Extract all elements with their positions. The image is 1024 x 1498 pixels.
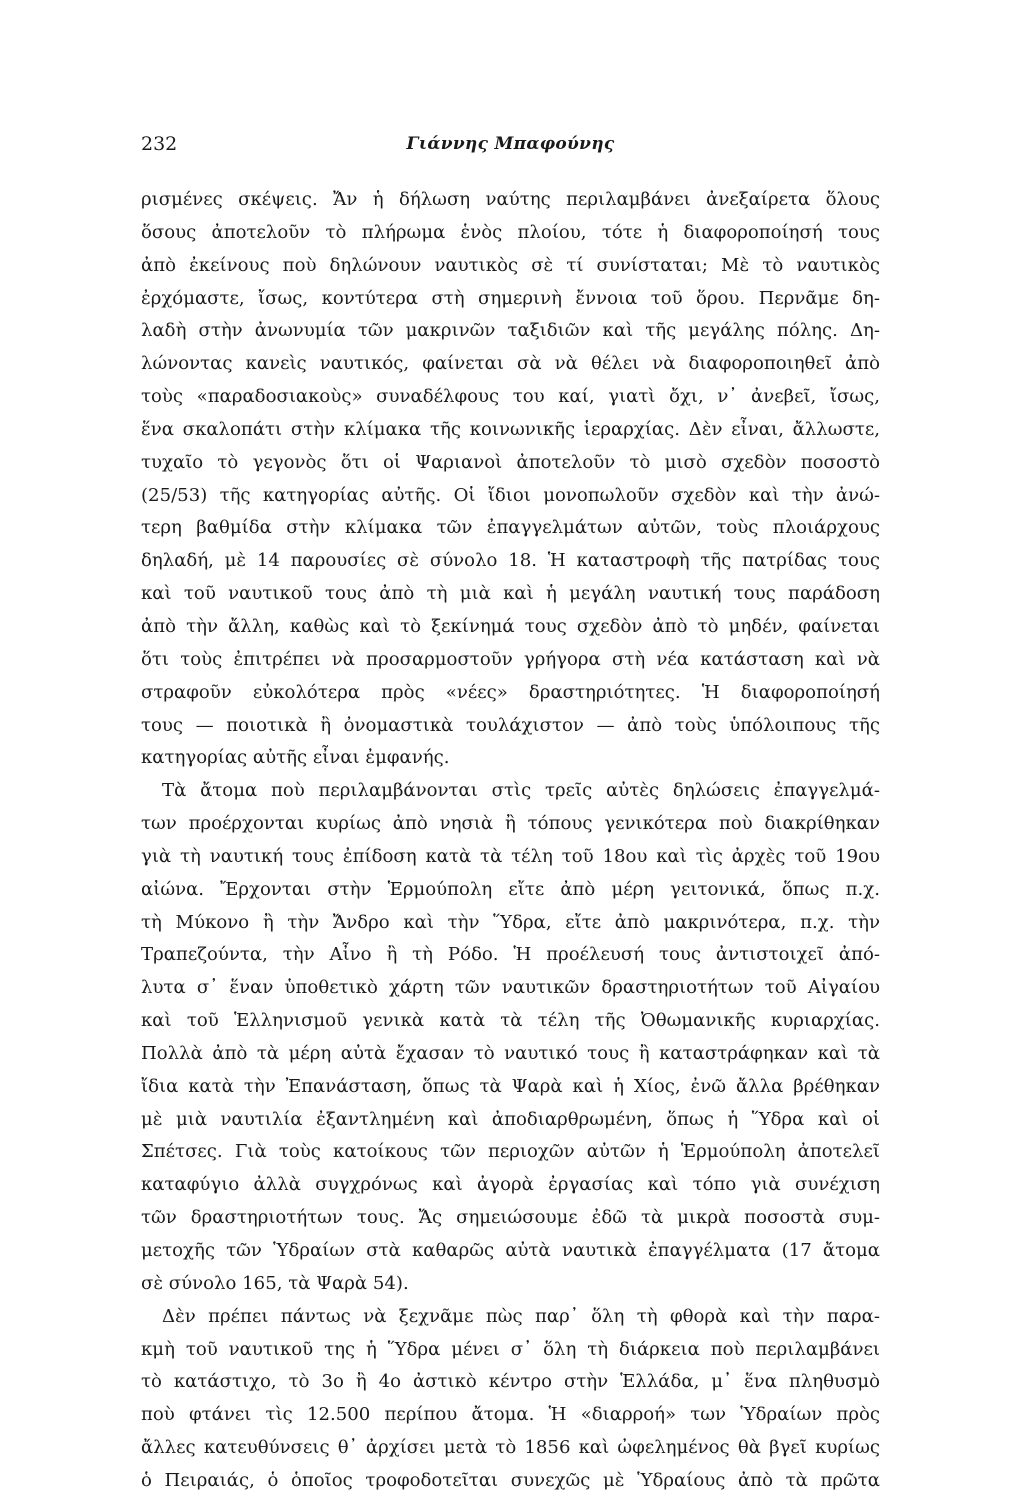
text-line: μὲ μιὰ ναυτιλία ἐξαντλημένη καὶ ἀποδιαρθρωμένη, ὅπως ἡ Ὕδρα καὶ οἱ — [141, 1108, 880, 1130]
text-line: τὴ Μύκονο ἢ τὴν Ἄνδρο καὶ τὴν Ὕδρα, εἴτε ἀπὸ μακρινότερα, π.χ. τὴν — [141, 911, 880, 933]
text-line: λυτα σ᾿ ἕναν ὑποθετικὸ χάρτη τῶν ναυτικῶν δραστηριοτήτων τοῦ Αἰγαίου — [141, 977, 880, 999]
paragraph-last-line: κατηγορίας αὐτῆς εἶναι ἐμφανής. — [141, 747, 450, 769]
text-line: των προέρχονται κυρίως ἀπὸ νησιὰ ἢ τόπους γενικότερα ποὺ διακρίθηκαν — [141, 813, 880, 835]
body-text — [141, 184, 880, 1498]
page-header — [141, 131, 880, 157]
text-line: Σπέτσες. Γιὰ τοὺς κατοίκους τῶν περιοχῶν αὐτῶν ἡ Ἑρμούπολη ἀποτελεῖ — [141, 1141, 880, 1163]
text-line: τοὺς «παραδοσιακοὺς» συναδέλφους του καί, γιατὶ ὄχι, ν᾿ ἀνεβεῖ, ἴσως, — [141, 386, 880, 408]
paragraph-last-line: σὲ σύνολο 165, τὰ Ψαρὰ 54). — [141, 1272, 409, 1294]
text-line: καταφύγιο ἀλλὰ συγχρόνως καὶ ἀγορὰ ἐργασίας καὶ τόπο γιὰ συνέχιση — [141, 1174, 880, 1196]
text-line: γιὰ τὴ ναυτική τους ἐπίδοση κατὰ τὰ τέλη τοῦ 18ου καὶ τὶς ἀρχὲς τοῦ 19ου — [141, 845, 880, 867]
text-line: (25/53) τῆς κατηγορίας αὐτῆς. Οἱ ἴδιοι μονοπωλοῦν σχεδὸν καὶ τὴν ἀνώ- — [141, 484, 880, 506]
text-line: ὅσους ἀποτελοῦν τὸ πλήρωμα ἑνὸς πλοίου, τότε ἡ διαφοροποίησή τους — [141, 221, 880, 243]
text-line: ἴδια κατὰ τὴν Ἐπανάσταση, ὅπως τὰ Ψαρὰ καὶ ἡ Χίος, ἐνῶ ἄλλα βρέθηκαν — [141, 1075, 880, 1097]
text-line: στραφοῦν εὐκολότερα πρὸς «νέες» δραστηριότητες. Ἡ διαφοροποίησή — [141, 681, 880, 703]
text-line: κμὴ τοῦ ναυτικοῦ της ἡ Ὕδρα μένει σ᾿ ὅλη τὴ διάρκεια ποὺ περιλαμβάνει — [141, 1338, 880, 1360]
text-line: μετοχῆς τῶν Ὑδραίων στὰ καθαρῶς αὐτὰ ναυτικὰ ἐπαγγέλματα (17 ἄτομα — [141, 1240, 880, 1261]
text-line: ρισμένες σκέψεις. Ἄν ἡ δήλωση ναύτης περιλαμβάνει ἀνεξαίρετα ὅλους — [141, 189, 880, 210]
text-line: ὁ Πειραιάς, ὁ ὁποῖος τροφοδοτεῖται συνεχῶς μὲ Ὑδραίους ἀπὸ τὰ πρῶτα — [141, 1469, 880, 1491]
text-line: Τραπεζούντα, τὴν Αἶνο ἢ τὴ Ρόδο. Ἡ προέλευσή τους ἀντιστοιχεῖ ἀπό- — [141, 944, 880, 966]
text-line: τους — ποιοτικὰ ἢ ὀνομαστικὰ τουλάχιστον — ἀπὸ τοὺς ὑπόλοιπους τῆς — [141, 714, 880, 736]
text-line: τῶν δραστηριοτήτων τους. Ἄς σημειώσουμε ἐδῶ τὰ μικρὰ ποσοστὰ συμ- — [141, 1207, 880, 1229]
text-line: λαδὴ στὴν ἀνωνυμία τῶν μακρινῶν ταξιδιῶν καὶ τῆς μεγάλης πόλης. Δη- — [141, 320, 880, 342]
paragraph-first-line: Τὰ ἄτομα ποὺ περιλαμβάνονται στὶς τρεῖς αὐτὲς δηλώσεις ἐπαγγελμά- — [162, 780, 880, 802]
text-line: δηλαδή, μὲ 14 παρουσίες σὲ σύνολο 18. Ἡ καταστροφὴ τῆς πατρίδας τους — [141, 550, 880, 572]
text-line: ποὺ φτάνει τὶς 12.500 περίπου ἄτομα. Ἡ «διαρροή» των Ὑδραίων πρὸς — [141, 1404, 880, 1426]
text-line: ἕνα σκαλοπάτι στὴν κλίμακα τῆς κοινωνικῆς ἱεραρχίας. Δὲν εἶναι, ἄλλωστε, — [141, 418, 880, 440]
text-line: καὶ τοῦ Ἑλληνισμοῦ γενικὰ κατὰ τὰ τέλη τῆς Ὀθωμανικῆς κυριαρχίας. — [141, 1010, 880, 1032]
text-line: Πολλὰ ἀπὸ τὰ μέρη αὐτὰ ἔχασαν τὸ ναυτικό τους ἢ καταστράφηκαν καὶ τὰ — [141, 1042, 880, 1064]
paragraph-first-line: Δὲν πρέπει πάντως νὰ ξεχνᾶμε πὼς παρ᾿ ὅλη τὴ φθορὰ καὶ τὴν παρα- — [162, 1305, 880, 1327]
text-line: τερη βαθμίδα στὴν κλίμακα τῶν ἐπαγγελμάτων αὐτῶν, τοὺς πλοιάρχους — [141, 517, 880, 539]
text-line: ἄλλες κατευθύνσεις θ᾿ ἀρχίσει μετὰ τὸ 1856 καὶ ὠφελημένος θὰ βγεῖ κυρίως — [141, 1437, 880, 1459]
text-line: ἐρχόμαστε, ἴσως, κοντύτερα στὴ σημερινὴ ἔννοια τοῦ ὅρου. Περνᾶμε δη- — [141, 287, 880, 309]
page-number: 232 — [141, 133, 178, 155]
text-line: λώνοντας κανεὶς ναυτικός, φαίνεται σὰ νὰ θέλει νὰ διαφοροποιηθεῖ ἀπὸ — [141, 353, 880, 375]
text-line: ἀπὸ τὴν ἄλλη, καθὼς καὶ τὸ ξεκίνημά τους σχεδὸν ἀπὸ τὸ μηδέν, φαίνεται — [141, 615, 880, 637]
text-line: ὅτι τοὺς ἐπιτρέπει νὰ προσαρμοστοῦν γρήγορα στὴ νέα κατάσταση καὶ νὰ — [141, 648, 880, 670]
text-line: τὸ κατάστιχο, τὸ 3ο ἢ 4ο ἀστικὸ κέντρο στὴν Ἑλλάδα, μ᾿ ἕνα πληθυσμὸ — [141, 1371, 880, 1393]
running-head-author: Γιάννης Μπαφούνης — [406, 134, 615, 154]
text-line: τυχαῖο τὸ γεγονὸς ὅτι οἱ Ψαριανοὶ ἀποτελοῦν τὸ μισὸ σχεδὸν ποσοστὸ — [141, 451, 880, 473]
text-line: αἰώνα. Ἔρχονται στὴν Ἑρμούπολη εἴτε ἀπὸ μέρη γειτονικά, ὅπως π.χ. — [141, 878, 880, 900]
text-line: ἀπὸ ἐκείνους ποὺ δηλώνουν ναυτικὸς σὲ τί συνίσταται; Μὲ τὸ ναυτικὸς — [141, 254, 880, 276]
text-line: καὶ τοῦ ναυτικοῦ τους ἀπὸ τὴ μιὰ καὶ ἡ μεγάλη ναυτική τους παράδοση — [141, 583, 880, 605]
